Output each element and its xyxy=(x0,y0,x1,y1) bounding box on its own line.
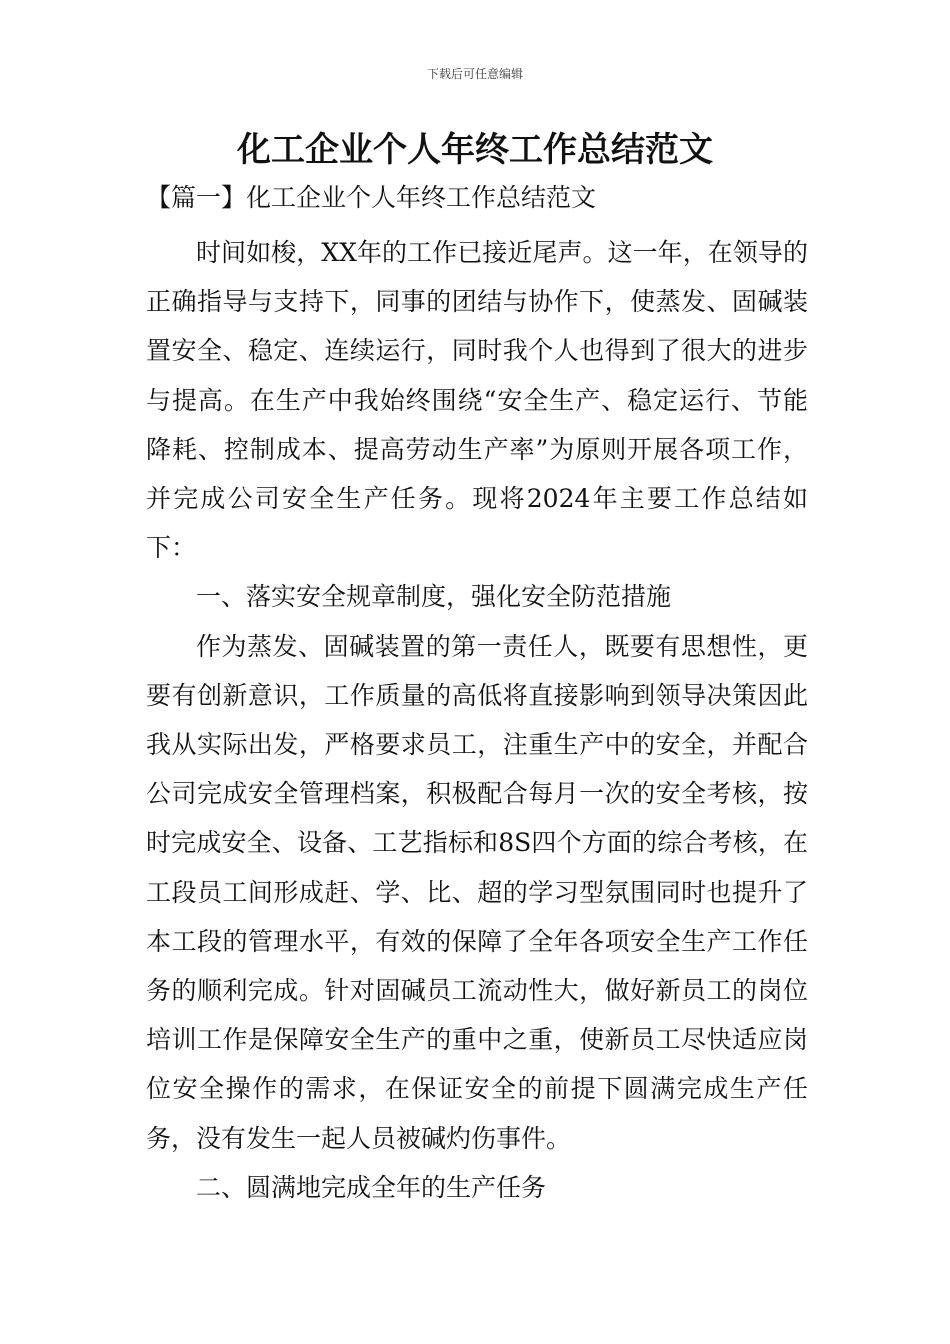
paragraph-intro: 时间如梭，XX年的工作已接近尾声。这一年，在领导的正确指导与支持下，同事的团结与协作下，使蒸发、固碱装置安全、稳定、连续运行，同时我个人也得到了很大的进步与提高。在生产中我始终围绕“安全生产、稳定运行、节能降耗、控制成本、提高劳动生产率”为原则开展各项工作，并完成公司安全生产任务。现将2024年主要工作总结如下： xyxy=(146,238,808,563)
paragraph-heading-1: 一、落实安全规章制度，强化安全防范措施 xyxy=(196,582,672,612)
document-body xyxy=(146,228,808,1212)
section-label: 【篇一】化工企业个人年终工作总结范文 xyxy=(146,183,597,212)
document-title: 化工企业个人年终工作总结范文 xyxy=(237,130,713,170)
paragraph-heading-2: 二、圆满地完成全年的生产任务 xyxy=(196,1172,547,1202)
paragraph-safety: 作为蒸发、固碱装置的第一责任人，既要有思想性，更要有创新意识，工作质量的高低将直接影响到领导决策因此我从实际出发，严格要求员工，注重生产中的安全，并配合公司完成安全管理档案，积极配合每月一次的安全考核，按时完成安全、设备、工艺指标和8S四个方面的综合考核，在工段员工间形成赶、学、比、超的学习型氛围同时也提升了本工段的管理水平，有效的保障了全年各项安全生产工作任务的顺利完成。针对固碱员工流动性大，做好新员工的岗位培训工作是保障安全生产的重中之重，使新员工尽快适应岗位安全操作的需求，在保证安全的前提下圆满完成生产任务，没有发生一起人员被碱灼伤事件。 xyxy=(146,631,808,1153)
header-note: 下载后可任意编辑 xyxy=(426,67,523,81)
